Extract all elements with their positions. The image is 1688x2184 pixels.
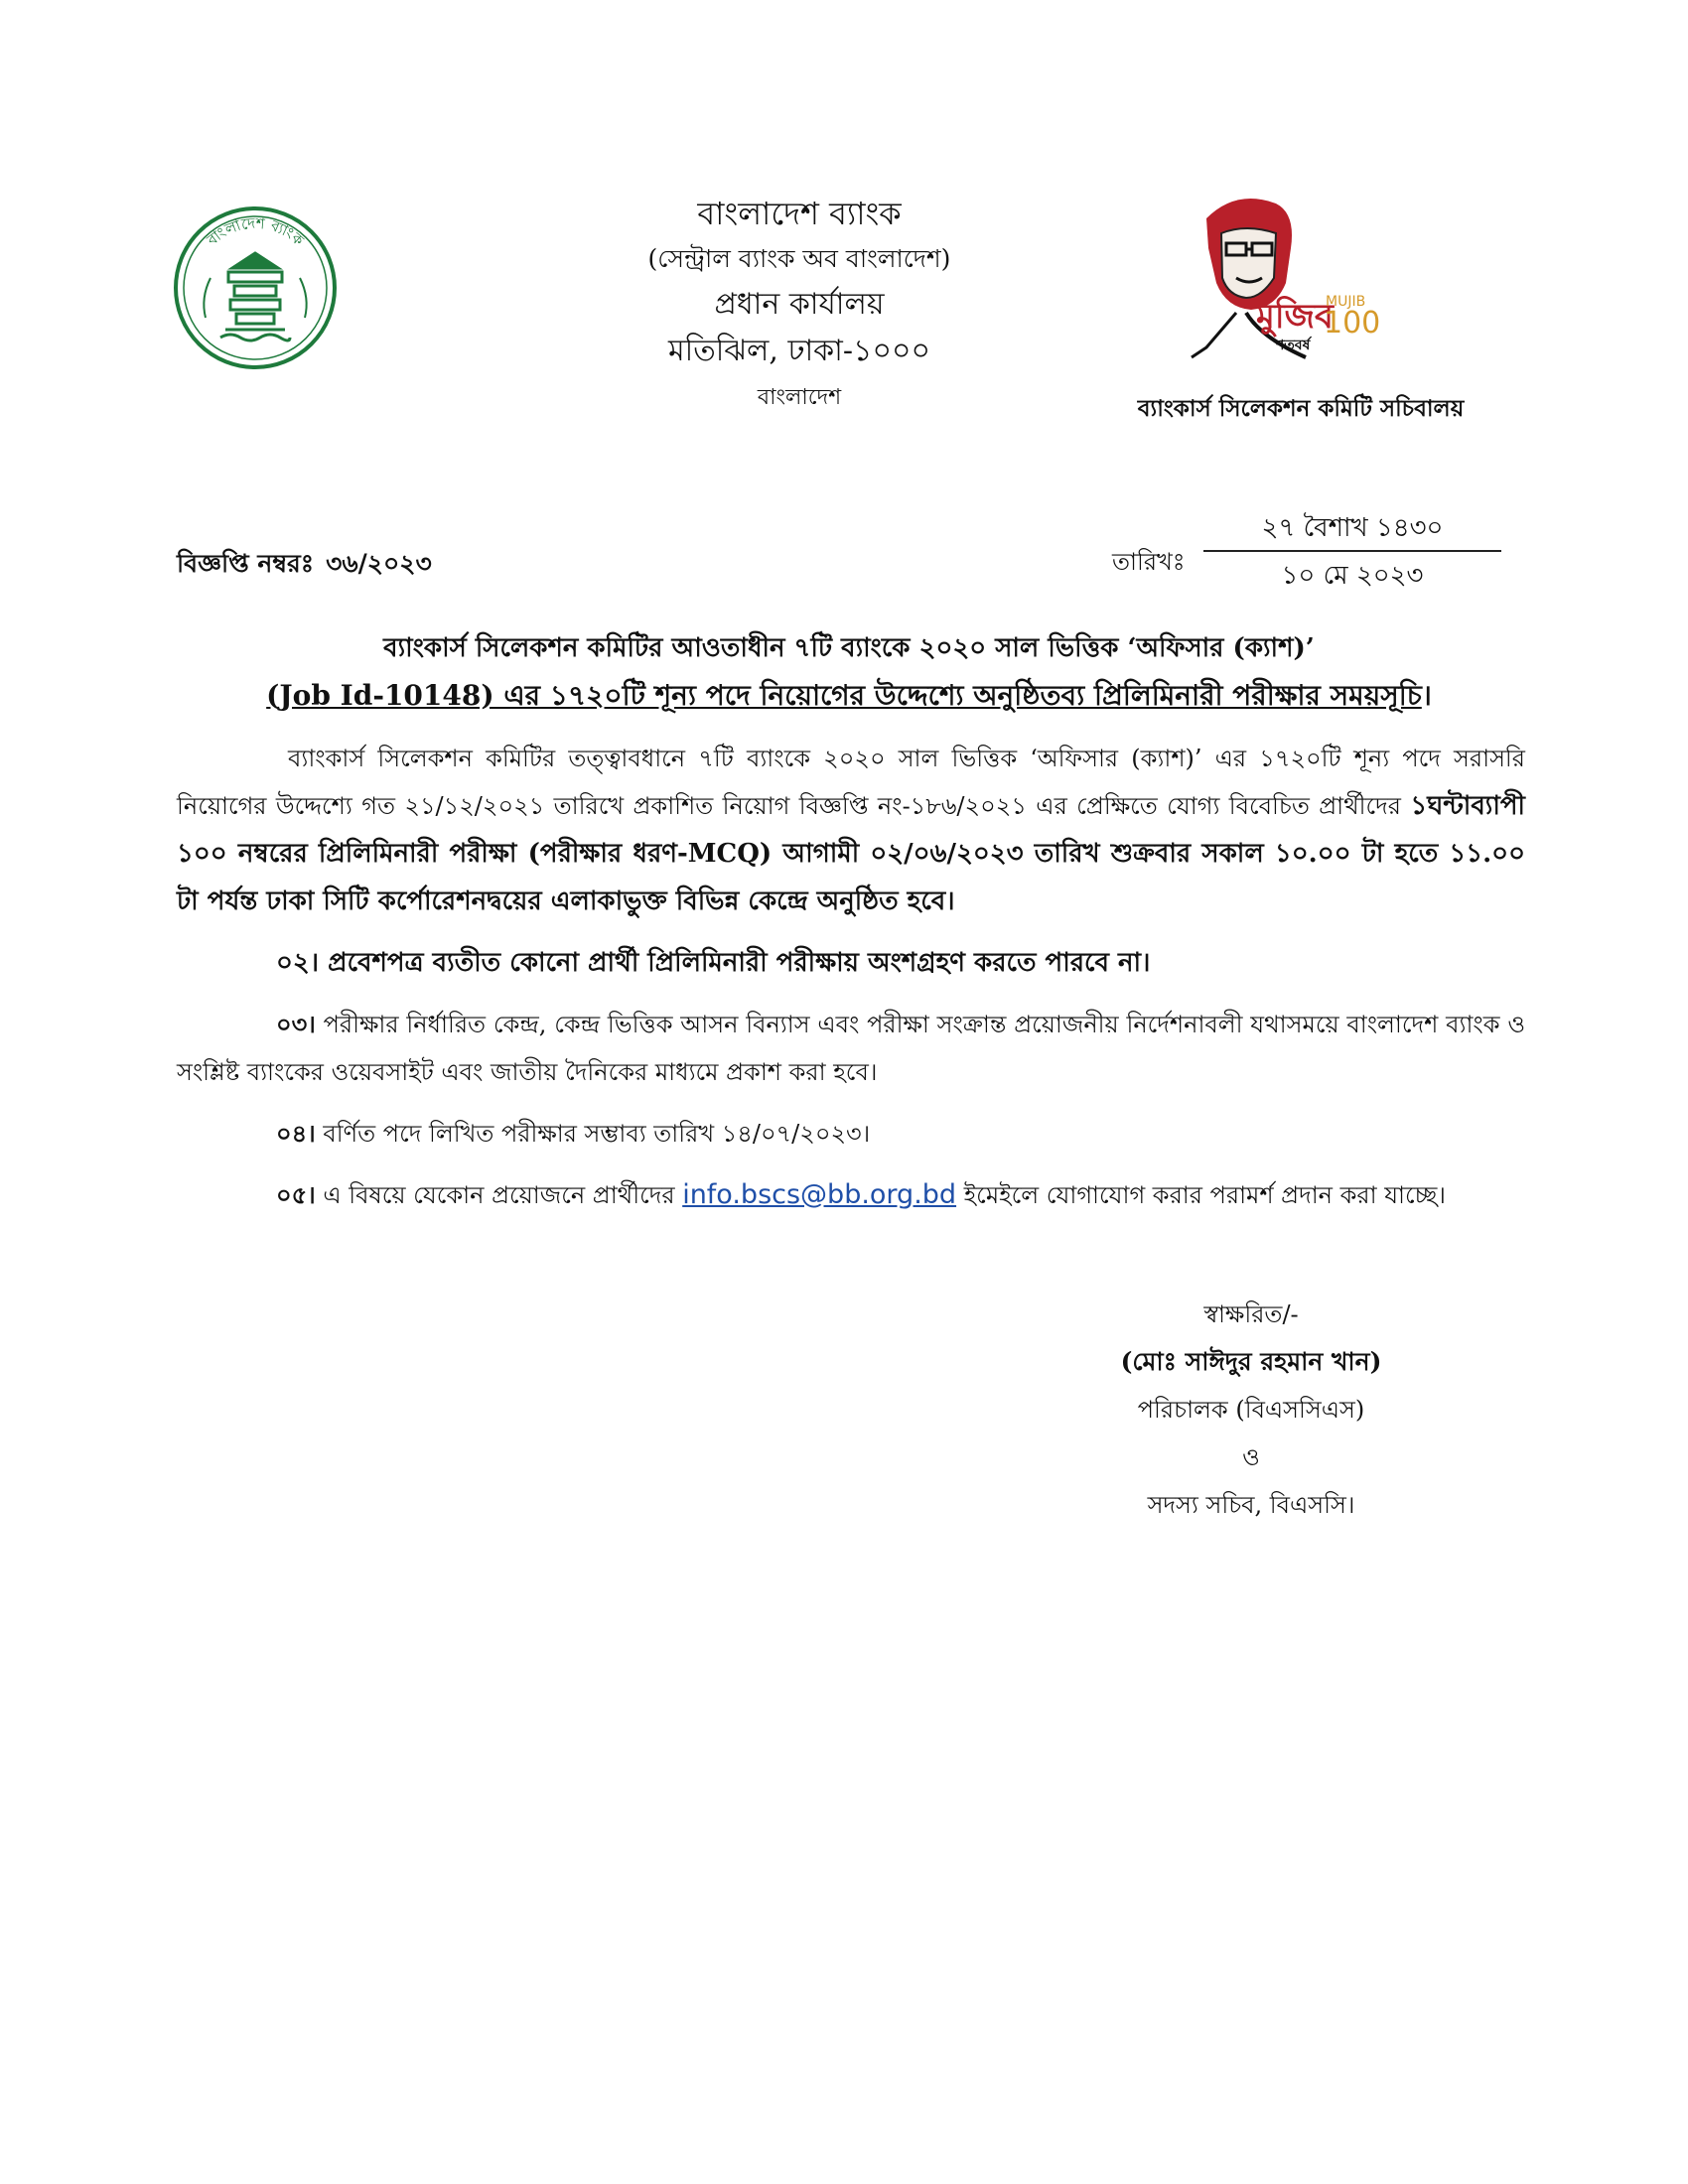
item-3-number: ০৩। xyxy=(276,1010,316,1038)
signed-mark: স্বাক্ষরিত/- xyxy=(1203,1300,1299,1328)
subject-line-2-wrap xyxy=(169,671,1529,721)
item-2-text: প্রবেশপত্র ব্যতীত কোনো প্রার্থী প্রিলিমিনারী পরীক্ষায় অংশগ্রহণ করতে পারবে না। xyxy=(328,948,1151,978)
item-5-number: ০৫। xyxy=(276,1180,316,1209)
item-3 xyxy=(177,1001,1525,1096)
subject-heading xyxy=(169,625,1529,721)
bsc-secretariat-caption: ব্যাংকার্স সিলেকশন কমিটি সচিবালয় xyxy=(1137,395,1465,422)
date-bengali: ২৭ বৈশাখ ১৪৩০ xyxy=(1203,506,1501,552)
contact-email-link[interactable]: info.bscs@bb.org.bd xyxy=(682,1179,957,1210)
signatory-role: সদস্য সচিব, বিএসসি। xyxy=(1147,1491,1355,1519)
address: মতিঝিল, ঢাকা-১০০০ xyxy=(668,334,930,369)
item-4-number: ০৪। xyxy=(276,1119,316,1148)
date-gregorian: ১০ মে ২০২৩ xyxy=(1281,561,1424,591)
signatory-and: ও xyxy=(1242,1443,1260,1471)
head-office: প্রধান কার্যালয় xyxy=(714,287,885,323)
signatory-name: (মোঃ সাঈদুর রহমান খান) xyxy=(1120,1347,1382,1376)
svg-text:শতবর্ষ: শতবর্ষ xyxy=(1276,338,1311,353)
item-4 xyxy=(177,1110,1525,1158)
signatory-title: পরিচালক (বিএসসিএস) xyxy=(1137,1396,1365,1424)
notice-number: ৩৬/২০২৩ xyxy=(326,549,432,578)
notice-number-label: বিজ্ঞপ্তি নম্বরঃ xyxy=(177,549,315,578)
paragraph-1-text: ব্যাংকার্স সিলেকশন কমিটির তত্ত্বাবধানে ৭টি ব্যাংকে ২০২০ সাল ভিত্তিক ‘অফিসার (ক্যাশ)’ এর ১৭২০টি শূন্য পদে সরাসরি নিয়োগের উদ্দেশ্যে গত ২১/১২/২০২১ তারিখে প্রকাশিত নিয়োগ বিজ্ঞপ্তি নং-১৮৬/২০২১ এর প্রেক্ষিতে যোগ্য বিবেচিত প্রার্থীদের xyxy=(177,745,1525,820)
item-5-text-pre: এ বিষয়ে যেকোন প্রয়োজনে প্রার্থীদের xyxy=(323,1181,675,1209)
item-4-text: বর্ণিত পদে লিখিত পরীক্ষার সম্ভাব্য তারিখ ১৪/০৭/২০২৩। xyxy=(323,1120,871,1148)
country: বাংলাদেশ xyxy=(757,385,842,411)
subject-line-1: ব্যাংকার্স সিলেকশন কমিটির আওতাধীন ৭টি ব্যাংকে ২০২০ সাল ভিত্তিক ‘অফিসার (ক্যাশ)’ xyxy=(383,633,1315,663)
bank-name: বাংলাদেশ ব্যাংক xyxy=(697,195,902,232)
notice-number-line xyxy=(177,544,432,587)
mujib-100-logo xyxy=(1167,189,1395,367)
item-5 xyxy=(177,1171,1525,1219)
item-3-text: পরীক্ষার নির্ধারিত কেন্দ্র, কেন্দ্র ভিত্তিক আসন বিন্যাস এবং পরীক্ষা সংক্রান্ত প্রয়োজনীয় নির্দেশনাবলী যথাসময়ে বাংলাদেশ ব্যাংক ও সংশ্লিষ্ট ব্যাংকের ওয়েবসাইট এবং জাতীয় দৈনিকের মাধ্যমে প্রকাশ করা হবে। xyxy=(177,1011,1525,1086)
subject-line-2: (Job Id-10148) এর ১৭২০টি শূন্য পদে নিয়োগের উদ্দেশ্যে অনুষ্ঠিতব্য প্রিলিমিনারী পরীক্ষার সময়সূচি xyxy=(266,679,1422,712)
letterhead-center xyxy=(526,194,1072,413)
date-label: তারিখঃ xyxy=(1112,548,1186,576)
svg-text:MUJIB: MUJIB xyxy=(1326,294,1366,310)
bank-subtitle: (সেন্ট্রাল ব্যাংক অব বাংলাদেশ) xyxy=(647,243,951,273)
subject-line-2-end: । xyxy=(1421,679,1432,712)
item-2 xyxy=(177,939,1525,987)
paragraph-1 xyxy=(177,735,1525,925)
paragraph-1-bold: ১ঘন্টাব্যাপী ১০০ নম্বরের প্রিলিমিনারী পরীক্ষা (পরীক্ষার ধরণ-MCQ) আগামী ০২/০৬/২০২৩ তারিখ শুক্রবার সকাল ১০.০০ টা হতে ১১.০০ টা পর্যন্ত ঢাকা সিটি কর্পোরেশনদ্বয়ের এলাকাভুক্ত বিভিন্ন কেন্দ্রে অনুষ্ঠিত হবে। xyxy=(177,791,1525,916)
svg-text:মুজিব: মুজিব xyxy=(1256,297,1334,337)
item-2-number: ০২। xyxy=(276,948,320,978)
svg-text:100: 100 xyxy=(1324,306,1381,341)
item-5-text-post: ইমেইলে যোগাযোগ করার পরামর্শ প্রদান করা যাচ্ছে। xyxy=(963,1181,1446,1209)
notice-body xyxy=(177,735,1525,1219)
logo-arc-text: বাংলাদেশ ব্যাংক xyxy=(203,213,308,250)
bangladesh-bank-logo xyxy=(171,199,340,377)
date-block xyxy=(1203,506,1501,600)
signature-block xyxy=(1072,1291,1430,1529)
